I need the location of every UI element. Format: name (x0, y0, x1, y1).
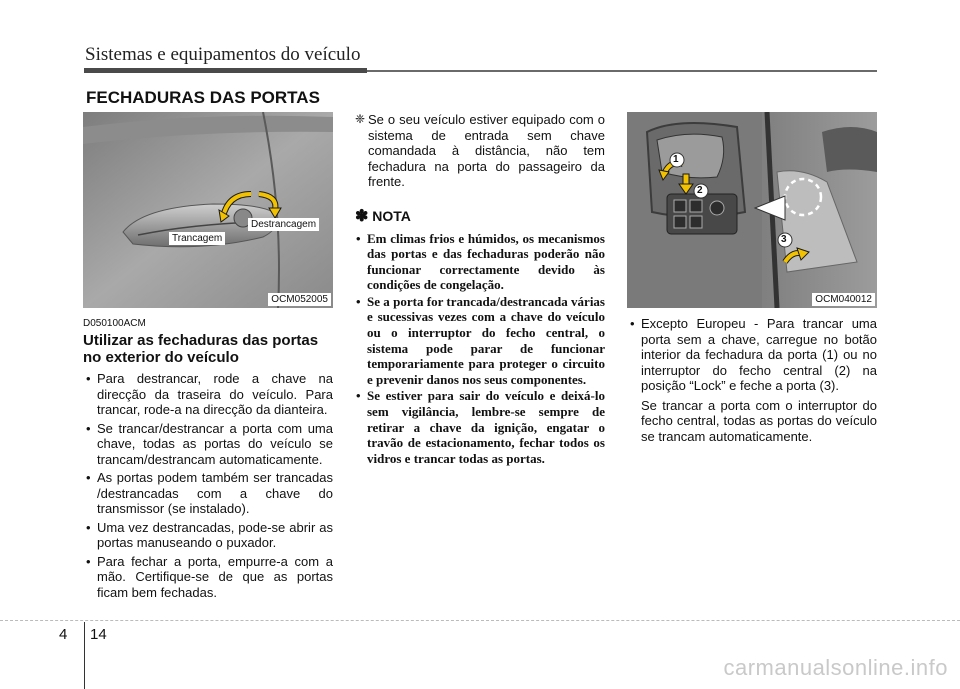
list-item: • Para destrancar, rode a chave na direcção da traseira do veículo. Para trancar, rode-a na direcção da dianteira. (86, 371, 333, 417)
door-handle-illustration (83, 112, 333, 308)
chapter-title: Sistemas e equipamentos do veículo (85, 44, 361, 65)
column-middle (355, 112, 605, 467)
remark-icon: ❈ (355, 112, 366, 126)
instruction-list (627, 316, 877, 394)
photo-code: OCM040012 (812, 293, 875, 306)
door-interior-illustration (627, 112, 877, 308)
door-interior-photo (627, 112, 877, 308)
callout-2: 2 (697, 185, 703, 196)
door-handle-photo (83, 112, 333, 308)
note-heading (355, 206, 605, 226)
column-left (83, 112, 333, 603)
note-list (355, 231, 605, 467)
footer-dashed-line (0, 620, 960, 621)
unlock-label: Destrancagem (248, 218, 319, 231)
document-code: D050100ACM (83, 318, 146, 329)
chapter-number: 4 (59, 626, 68, 643)
note-item: • Se estiver para sair do veículo e deixá-lo sem vigilância, lembre-se sempre de retirar a chave da ignição, engatar o travão de estacionamento, fechar todos os vidros e trancar todas as portas. (356, 388, 605, 466)
list-item: • Excepto Europeu - Para trancar uma porta sem a chave, carregue no botão interior da fechadura da porta (1) ou no interruptor do fecho central (2) na posição “Lock” e feche a porta (3). (630, 316, 877, 393)
note-item: • Se a porta for trancada/destrancada várias e sucessivas vezes com a chave do veículo ou o interruptor do fecho central, o sistema pode parar de funcionar temporariamente para proteger o circuito e prevenir danos nos seus componentes. (356, 293, 605, 387)
page-number: 14 (90, 626, 107, 643)
list-item: • Para fechar a porta, empurre-a com a mão. Certifique-se de que as portas ficam bem fechadas. (86, 553, 333, 600)
section-title: FECHADURAS DAS PORTAS (86, 88, 320, 107)
note-icon: ✽ (355, 207, 369, 225)
column-right (627, 112, 877, 444)
note-title: NOTA (372, 207, 411, 224)
header-rule-thin (367, 70, 877, 72)
list-item: • Se trancar/destrancar a porta com uma chave, todas as portas do veículo se trancam/destrancam automaticamente. (86, 420, 333, 467)
footer-divider (84, 622, 85, 689)
instruction-continuation: Se trancar a porta com o interruptor do fecho central, todas as portas do veículo se trancam automaticamente. (641, 397, 877, 444)
subsection-title-line2: no exterior do veículo (83, 349, 239, 366)
callout-1: 1 (673, 154, 679, 165)
photo-code: OCM052005 (268, 293, 331, 306)
list-item: • Uma vez destrancadas, pode-se abrir as portas manuseando o puxador. (86, 519, 333, 550)
instruction-list (83, 371, 333, 600)
callout-3: 3 (781, 234, 787, 245)
note-item: • Em climas frios e húmidos, os mecanismos das portas e das fechaduras poderão não funcionar correctamente devido às condições de congelação. (356, 230, 605, 293)
watermark: carmanualsonline.info (723, 655, 948, 680)
header-rule-thick (84, 68, 367, 73)
subsection-title (83, 332, 333, 366)
subsection-title-line1: Utilizar as fechaduras das portas (83, 332, 319, 349)
equipment-remark: ❈ Se o seu veículo estiver equipado com o sistema de entrada sem chave comandada à distância, não tem fechadura na porta do passageiro da frente. (355, 112, 605, 189)
list-item: • As portas podem também ser trancadas /destrancadas com a chave do transmissor (se instalado). (86, 470, 333, 516)
lock-label: Trancagem (169, 232, 225, 245)
